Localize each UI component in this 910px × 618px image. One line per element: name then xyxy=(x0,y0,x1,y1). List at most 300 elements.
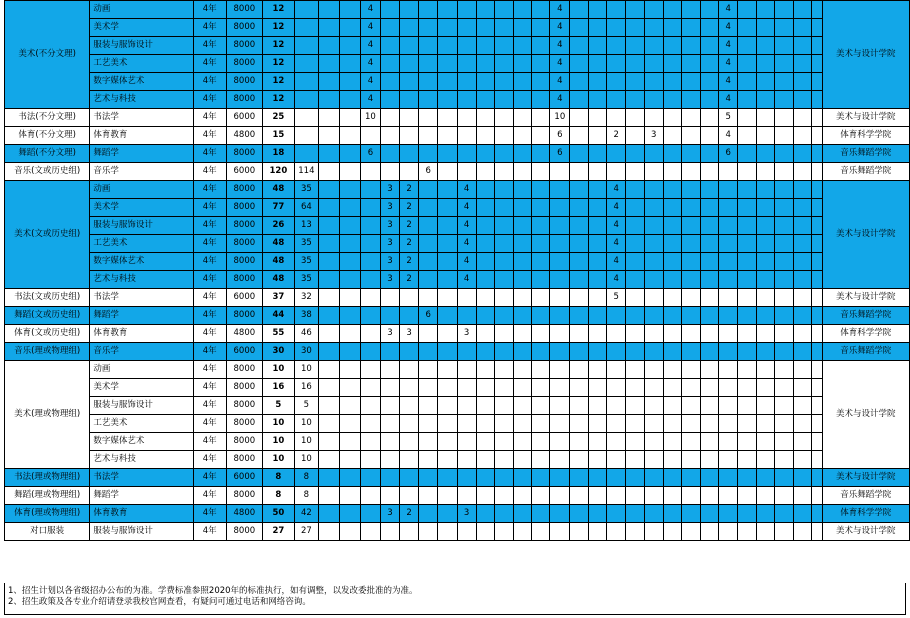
table-row xyxy=(5,397,910,415)
quota-cell xyxy=(663,325,681,343)
quota-cell xyxy=(339,469,360,487)
total-cell: 30 xyxy=(262,343,294,361)
spacer-cell xyxy=(811,37,822,55)
quota-cell xyxy=(419,253,438,271)
quota-cell xyxy=(756,145,774,163)
quota-cell xyxy=(663,469,681,487)
quota-cell xyxy=(513,73,531,91)
subtotal-cell xyxy=(294,145,318,163)
quota-cell xyxy=(476,109,494,127)
table-row xyxy=(5,109,910,127)
quota-cell xyxy=(626,253,644,271)
quota-cell xyxy=(419,145,438,163)
fee-cell: 8000 xyxy=(226,181,262,199)
fee-cell: 8000 xyxy=(226,307,262,325)
quota-cell xyxy=(419,469,438,487)
quota-cell xyxy=(380,469,399,487)
quota-cell xyxy=(588,289,606,307)
quota-cell xyxy=(438,181,457,199)
quota-cell xyxy=(644,397,663,415)
quota-cell xyxy=(339,1,360,19)
quota-cell xyxy=(419,415,438,433)
quota-cell: 4 xyxy=(457,217,476,235)
quota-cell xyxy=(318,451,339,469)
quota-cell xyxy=(531,325,549,343)
quota-cell: 3 xyxy=(380,271,399,289)
quota-cell xyxy=(513,343,531,361)
quota-cell xyxy=(663,217,681,235)
quota-cell xyxy=(531,235,549,253)
quota-cell xyxy=(626,397,644,415)
table-row xyxy=(5,343,910,361)
quota-cell xyxy=(380,109,399,127)
quota-cell xyxy=(531,19,549,37)
quota-cell xyxy=(756,37,774,55)
quota-cell xyxy=(380,451,399,469)
quota-cell xyxy=(793,397,811,415)
quota-cell xyxy=(626,289,644,307)
major-cell: 数字媒体艺术 xyxy=(90,253,193,271)
quota-cell xyxy=(719,487,738,505)
quota-cell xyxy=(588,19,606,37)
quota-cell xyxy=(793,73,811,91)
quota-cell xyxy=(550,379,570,397)
quota-cell xyxy=(682,235,700,253)
quota-cell xyxy=(663,271,681,289)
quota-cell xyxy=(738,343,756,361)
quota-cell xyxy=(644,19,663,37)
quota-cell xyxy=(380,73,399,91)
quota-cell xyxy=(738,271,756,289)
table-row xyxy=(5,469,910,487)
quota-cell xyxy=(339,73,360,91)
college-cell: 美术与设计学院 xyxy=(822,361,909,469)
quota-cell xyxy=(339,235,360,253)
quota-cell xyxy=(588,271,606,289)
quota-cell xyxy=(756,523,774,541)
spacer-cell xyxy=(811,397,822,415)
table-row xyxy=(5,1,910,19)
quota-cell xyxy=(495,451,513,469)
quota-cell xyxy=(361,505,381,523)
quota-cell xyxy=(438,271,457,289)
quota-cell xyxy=(775,91,793,109)
quota-cell xyxy=(380,19,399,37)
quota-cell xyxy=(457,163,476,181)
quota-cell xyxy=(607,433,626,451)
quota-cell xyxy=(663,235,681,253)
quota-cell xyxy=(438,361,457,379)
quota-cell xyxy=(719,325,738,343)
quota-cell xyxy=(339,451,360,469)
quota-cell xyxy=(793,91,811,109)
quota-cell xyxy=(719,163,738,181)
years-cell: 4年 xyxy=(193,73,226,91)
quota-cell xyxy=(531,379,549,397)
quota-cell xyxy=(588,487,606,505)
quota-cell xyxy=(644,55,663,73)
quota-cell xyxy=(318,109,339,127)
quota-cell xyxy=(793,217,811,235)
quota-cell xyxy=(457,73,476,91)
quota-cell xyxy=(339,325,360,343)
quota-cell xyxy=(476,199,494,217)
quota-cell xyxy=(644,199,663,217)
quota-cell xyxy=(663,181,681,199)
quota-cell xyxy=(380,145,399,163)
quota-cell xyxy=(738,487,756,505)
quota-cell xyxy=(419,289,438,307)
quota-cell xyxy=(738,451,756,469)
quota-cell xyxy=(700,217,718,235)
quota-cell xyxy=(495,361,513,379)
fee-cell: 8000 xyxy=(226,379,262,397)
quota-cell xyxy=(419,361,438,379)
quota-cell xyxy=(513,235,531,253)
quota-cell xyxy=(550,307,570,325)
subtotal-cell: 10 xyxy=(294,361,318,379)
quota-cell xyxy=(793,487,811,505)
spacer-cell xyxy=(811,199,822,217)
quota-cell xyxy=(626,235,644,253)
fee-cell: 8000 xyxy=(226,19,262,37)
quota-cell: 4 xyxy=(457,235,476,253)
group-cell: 书法(不分文理) xyxy=(5,109,90,127)
spacer-cell xyxy=(811,235,822,253)
quota-cell xyxy=(738,217,756,235)
spacer-cell xyxy=(811,145,822,163)
group-cell: 书法(理或物理组) xyxy=(5,469,90,487)
quota-cell xyxy=(663,145,681,163)
quota-cell xyxy=(339,487,360,505)
quota-cell: 2 xyxy=(399,505,418,523)
spacer-cell xyxy=(811,217,822,235)
quota-cell xyxy=(756,397,774,415)
quota-cell xyxy=(607,469,626,487)
spacer-cell xyxy=(811,505,822,523)
total-cell: 12 xyxy=(262,1,294,19)
quota-cell xyxy=(626,91,644,109)
table-row xyxy=(5,73,910,91)
quota-cell xyxy=(457,19,476,37)
group-cell: 舞蹈(文或历史组) xyxy=(5,307,90,325)
quota-cell xyxy=(607,343,626,361)
quota-cell xyxy=(318,271,339,289)
quota-cell xyxy=(476,271,494,289)
quota-cell xyxy=(419,1,438,19)
quota-cell xyxy=(644,163,663,181)
quota-cell xyxy=(570,91,588,109)
quota-cell: 4 xyxy=(607,271,626,289)
quota-cell xyxy=(513,433,531,451)
quota-cell xyxy=(570,19,588,37)
subtotal-cell: 16 xyxy=(294,379,318,397)
quota-cell xyxy=(550,523,570,541)
quota-cell xyxy=(438,523,457,541)
quota-cell xyxy=(738,1,756,19)
quota-cell xyxy=(793,145,811,163)
fee-cell: 4800 xyxy=(226,325,262,343)
quota-cell xyxy=(700,163,718,181)
quota-cell xyxy=(700,325,718,343)
quota-cell: 4 xyxy=(607,235,626,253)
subtotal-cell: 27 xyxy=(294,523,318,541)
quota-cell: 4 xyxy=(719,37,738,55)
quota-cell xyxy=(457,523,476,541)
quota-cell xyxy=(476,343,494,361)
quota-cell xyxy=(738,289,756,307)
quota-cell xyxy=(457,397,476,415)
quota-cell xyxy=(531,181,549,199)
quota-cell xyxy=(738,361,756,379)
table-row xyxy=(5,91,910,109)
quota-cell xyxy=(700,415,718,433)
quota-cell xyxy=(495,163,513,181)
total-cell: 12 xyxy=(262,19,294,37)
quota-cell xyxy=(318,379,339,397)
fee-cell: 8000 xyxy=(226,217,262,235)
years-cell: 4年 xyxy=(193,217,226,235)
quota-cell xyxy=(513,451,531,469)
quota-cell xyxy=(399,487,418,505)
quota-cell xyxy=(775,361,793,379)
fee-cell: 8000 xyxy=(226,523,262,541)
quota-cell xyxy=(457,361,476,379)
table-body xyxy=(5,1,910,541)
table-row xyxy=(5,289,910,307)
quota-cell xyxy=(700,91,718,109)
quota-cell xyxy=(793,469,811,487)
quota-cell xyxy=(570,163,588,181)
quota-cell xyxy=(570,523,588,541)
quota-cell xyxy=(588,181,606,199)
quota-cell xyxy=(419,379,438,397)
quota-cell: 6 xyxy=(361,145,381,163)
quota-cell xyxy=(756,109,774,127)
quota-cell xyxy=(361,397,381,415)
quota-cell xyxy=(644,307,663,325)
subtotal-cell: 5 xyxy=(294,397,318,415)
quota-cell xyxy=(361,325,381,343)
group-cell: 美术(理或物理组) xyxy=(5,361,90,469)
quota-cell xyxy=(738,127,756,145)
quota-cell: 3 xyxy=(457,325,476,343)
quota-cell xyxy=(476,433,494,451)
subtotal-cell: 10 xyxy=(294,433,318,451)
quota-cell xyxy=(570,253,588,271)
quota-cell xyxy=(663,433,681,451)
quota-cell xyxy=(626,415,644,433)
quota-cell xyxy=(419,109,438,127)
quota-cell xyxy=(682,163,700,181)
quota-cell xyxy=(399,37,418,55)
quota-cell xyxy=(339,307,360,325)
spacer-cell xyxy=(811,253,822,271)
quota-cell xyxy=(756,181,774,199)
quota-cell xyxy=(495,145,513,163)
quota-cell xyxy=(682,343,700,361)
quota-cell xyxy=(438,199,457,217)
major-cell: 美术学 xyxy=(90,379,193,397)
quota-cell xyxy=(663,1,681,19)
quota-cell xyxy=(476,235,494,253)
quota-cell xyxy=(756,55,774,73)
quota-cell xyxy=(476,361,494,379)
quota-cell xyxy=(339,415,360,433)
quota-cell xyxy=(644,469,663,487)
quota-cell xyxy=(644,361,663,379)
quota-cell xyxy=(756,451,774,469)
quota-cell xyxy=(775,19,793,37)
quota-cell xyxy=(626,271,644,289)
quota-cell: 4 xyxy=(607,199,626,217)
quota-cell xyxy=(318,127,339,145)
quota-cell xyxy=(495,397,513,415)
quota-cell xyxy=(531,469,549,487)
quota-cell xyxy=(738,523,756,541)
major-cell: 艺术与科技 xyxy=(90,271,193,289)
quota-cell xyxy=(531,55,549,73)
total-cell: 10 xyxy=(262,415,294,433)
quota-cell xyxy=(476,37,494,55)
years-cell: 4年 xyxy=(193,109,226,127)
total-cell: 12 xyxy=(262,55,294,73)
quota-cell xyxy=(719,343,738,361)
quota-cell xyxy=(607,163,626,181)
quota-cell xyxy=(626,37,644,55)
quota-cell: 10 xyxy=(550,109,570,127)
major-cell: 数字媒体艺术 xyxy=(90,433,193,451)
quota-cell: 2 xyxy=(399,217,418,235)
years-cell: 4年 xyxy=(193,307,226,325)
college-cell: 体育科学学院 xyxy=(822,505,909,523)
quota-cell xyxy=(793,1,811,19)
quota-cell xyxy=(682,199,700,217)
table-row xyxy=(5,199,910,217)
quota-cell xyxy=(793,289,811,307)
quota-cell xyxy=(495,181,513,199)
quota-cell xyxy=(380,361,399,379)
quota-cell xyxy=(476,325,494,343)
fee-cell: 8000 xyxy=(226,253,262,271)
fee-cell: 6000 xyxy=(226,289,262,307)
quota-cell xyxy=(339,379,360,397)
quota-cell xyxy=(793,451,811,469)
quota-cell xyxy=(438,433,457,451)
quota-cell xyxy=(531,145,549,163)
quota-cell xyxy=(682,505,700,523)
major-cell: 服装与服饰设计 xyxy=(90,217,193,235)
major-cell: 书法学 xyxy=(90,289,193,307)
quota-cell xyxy=(476,469,494,487)
quota-cell xyxy=(550,163,570,181)
quota-cell xyxy=(570,487,588,505)
years-cell: 4年 xyxy=(193,19,226,37)
quota-cell xyxy=(438,307,457,325)
quota-cell xyxy=(775,487,793,505)
major-cell: 书法学 xyxy=(90,109,193,127)
quota-cell xyxy=(476,217,494,235)
quota-cell: 3 xyxy=(380,325,399,343)
quota-cell xyxy=(438,235,457,253)
total-cell: 18 xyxy=(262,145,294,163)
quota-cell xyxy=(700,145,718,163)
quota-cell xyxy=(738,199,756,217)
quota-cell xyxy=(700,523,718,541)
years-cell: 4年 xyxy=(193,523,226,541)
quota-cell xyxy=(738,109,756,127)
quota-cell xyxy=(339,343,360,361)
years-cell: 4年 xyxy=(193,55,226,73)
years-cell: 4年 xyxy=(193,253,226,271)
quota-cell xyxy=(318,55,339,73)
quota-cell xyxy=(644,289,663,307)
quota-cell xyxy=(775,73,793,91)
major-cell: 艺术与科技 xyxy=(90,91,193,109)
quota-cell xyxy=(531,91,549,109)
quota-cell xyxy=(607,325,626,343)
quota-cell xyxy=(318,181,339,199)
quota-cell xyxy=(339,523,360,541)
quota-cell xyxy=(644,379,663,397)
quota-cell xyxy=(775,109,793,127)
quota-cell xyxy=(700,289,718,307)
quota-cell xyxy=(756,289,774,307)
quota-cell xyxy=(775,55,793,73)
quota-cell xyxy=(756,469,774,487)
quota-cell xyxy=(495,289,513,307)
quota-cell xyxy=(793,325,811,343)
years-cell: 4年 xyxy=(193,37,226,55)
quota-cell xyxy=(457,469,476,487)
major-cell: 美术学 xyxy=(90,199,193,217)
quota-cell: 4 xyxy=(361,55,381,73)
quota-cell xyxy=(663,361,681,379)
quota-cell xyxy=(339,55,360,73)
quota-cell xyxy=(775,343,793,361)
spacer-cell xyxy=(811,73,822,91)
college-cell: 美术与设计学院 xyxy=(822,109,909,127)
fee-cell: 8000 xyxy=(226,415,262,433)
quota-cell xyxy=(550,271,570,289)
quota-cell xyxy=(513,253,531,271)
major-cell: 服装与服饰设计 xyxy=(90,397,193,415)
quota-cell xyxy=(361,181,381,199)
quota-cell xyxy=(607,415,626,433)
group-cell: 音乐(理或物理组) xyxy=(5,343,90,361)
quota-cell xyxy=(476,73,494,91)
fee-cell: 6000 xyxy=(226,469,262,487)
quota-cell xyxy=(380,415,399,433)
subtotal-cell: 8 xyxy=(294,469,318,487)
major-cell: 服装与服饰设计 xyxy=(90,37,193,55)
years-cell: 4年 xyxy=(193,289,226,307)
quota-cell xyxy=(513,109,531,127)
quota-cell xyxy=(793,271,811,289)
quota-cell xyxy=(550,343,570,361)
years-cell: 4年 xyxy=(193,91,226,109)
total-cell: 50 xyxy=(262,505,294,523)
quota-cell xyxy=(700,451,718,469)
quota-cell xyxy=(588,1,606,19)
quota-cell xyxy=(793,235,811,253)
quota-cell xyxy=(318,433,339,451)
spacer-cell xyxy=(811,325,822,343)
quota-cell xyxy=(682,127,700,145)
college-cell: 音乐舞蹈学院 xyxy=(822,343,909,361)
quota-cell xyxy=(495,253,513,271)
subtotal-cell xyxy=(294,91,318,109)
